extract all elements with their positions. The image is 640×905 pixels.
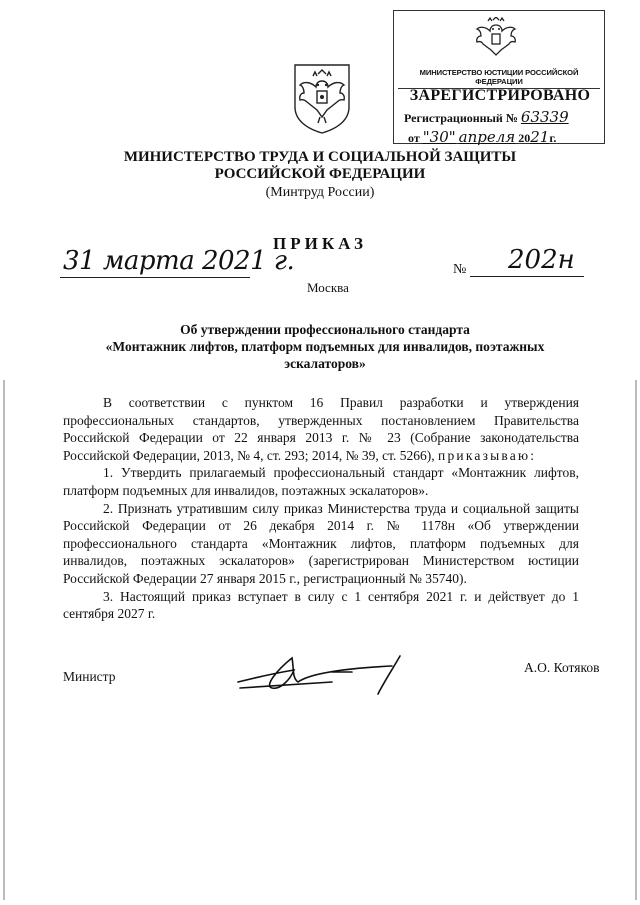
subject-line1: Об утверждении профессионального стандарта bbox=[180, 322, 470, 337]
ministry-name-line2: РОССИЙСКОЙ ФЕДЕРАЦИИ bbox=[214, 166, 426, 182]
date-day: "30" bbox=[422, 128, 456, 146]
ministry-name-line1: МИНИСТЕРСТВО ТРУДА И СОЦИАЛЬНОЙ ЗАЩИТЫ bbox=[123, 149, 517, 165]
order-subject bbox=[80, 321, 570, 372]
order-body bbox=[63, 394, 579, 623]
scan-edge-left bbox=[3, 380, 5, 900]
order-date: 31 марта 2021 г. bbox=[63, 246, 295, 276]
stamp-registration-number bbox=[404, 108, 569, 126]
subject-line2: «Монтажник лифтов, платформ подъемных для инвалидов, поэтажных эскалаторов» bbox=[105, 339, 545, 371]
date-year-prefix: 20 bbox=[518, 131, 531, 145]
order-number-sign: № bbox=[453, 262, 467, 277]
body-paragraph bbox=[63, 394, 579, 464]
preamble-text: В соответствии с пунктом 16 Правил разработки и утверждения профессиональных стандартов, утвержденных постановлением Правительства Российской Федерации от 22 января 2013 г. № 23 (Собрание законодательства Российской Федерации, 2013, № 4, ст. 293; 2014, № 39, ст. 5266), bbox=[63, 395, 579, 463]
registration-stamp bbox=[393, 10, 605, 144]
signer-title: Министр bbox=[63, 669, 116, 684]
coat-of-arms-icon bbox=[291, 63, 353, 135]
date-month: апреля bbox=[458, 128, 516, 146]
date-prefix: от bbox=[408, 131, 420, 145]
order-date-underline bbox=[60, 277, 250, 278]
date-year-suffix: 21 bbox=[530, 128, 550, 146]
order-number: 202н bbox=[508, 245, 575, 275]
ministry-short-name: (Минтруд России) bbox=[265, 185, 375, 200]
handwritten-signature bbox=[232, 650, 412, 700]
order-word: приказываю: bbox=[438, 447, 537, 463]
stamp-ministry: МИНИСТЕРСТВО ЮСТИЦИИ РОССИЙСКОЙ ФЕДЕРАЦИИ bbox=[398, 68, 600, 89]
scan-edge-right bbox=[635, 380, 637, 900]
date-year-end: г. bbox=[549, 131, 557, 145]
order-title: ПРИКАЗ bbox=[273, 234, 367, 253]
regnum-label: Регистрационный № bbox=[404, 111, 518, 125]
stamp-date bbox=[408, 128, 556, 146]
order-city: Москва bbox=[307, 280, 349, 295]
body-paragraph: 2. Признать утратившим силу приказ Министерства труда и социальной защиты Российской Федерации от 26 декабря 2014 г. № 1178н «Об утверждении профессионального стандарта «Монтажник лифтов, платформ подъемных для инвалидов, поэтажных эскалаторов» (зарегистрирован Министерством юстиции Российской Федерации 27 января 2015 г., регистрационный № 35740). bbox=[63, 500, 579, 586]
order-number-underline bbox=[470, 276, 584, 277]
body-paragraph: 3. Настоящий приказ вступает в силу с 1 сентября 2021 г. и действует до 1 сентября 2027 г. bbox=[63, 588, 579, 622]
stamp-registered-label: ЗАРЕГИСТРИРОВАНО bbox=[409, 87, 591, 104]
signer-name: А.О. Котяков bbox=[524, 660, 600, 675]
body-paragraph: 1. Утвердить прилагаемый профессиональный стандарт «Монтажник лифтов, платформ подъемных для инвалидов, поэтажных эскалаторов». bbox=[63, 465, 579, 498]
coat-of-arms-icon bbox=[473, 17, 519, 61]
regnum-value: 63339 bbox=[520, 108, 569, 126]
